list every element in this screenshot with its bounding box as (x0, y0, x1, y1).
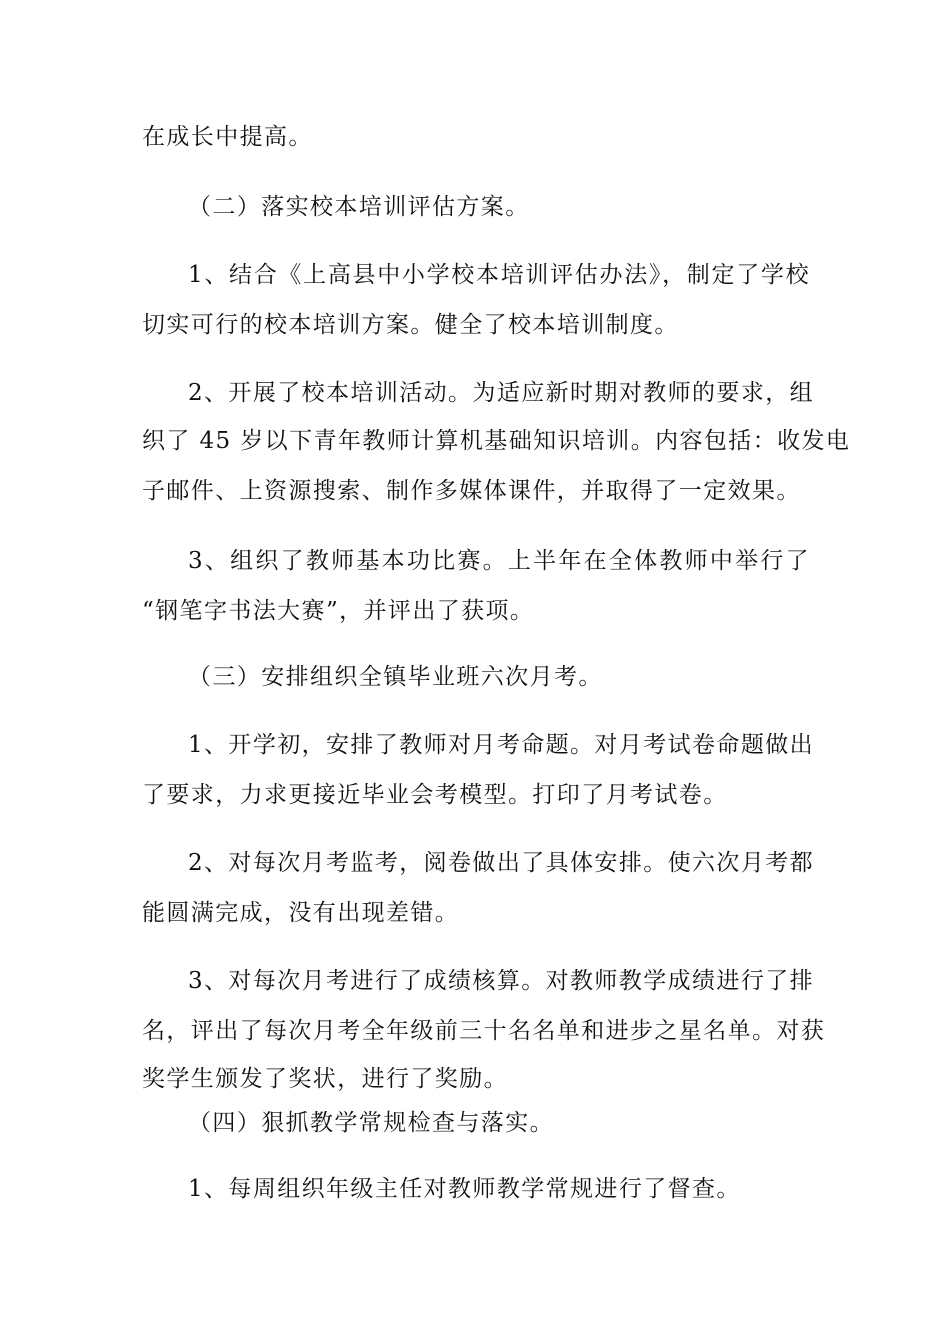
section-heading: （二）落实校本培训评估方案。 (188, 194, 530, 220)
text-line: 子邮件、上资源搜索、制作多媒体课件，并取得了一定效果。 (142, 478, 801, 504)
text-line: 在成长中提高。 (142, 124, 313, 150)
text-line: 2、开展了校本培训活动。为适应新时期对教师的要求，组 (188, 380, 815, 406)
text-line: 2、对每次月考监考，阅卷做出了具体安排。使六次月考都 (188, 850, 815, 876)
text-line: 3、组织了教师基本功比赛。上半年在全体教师中举行了 (188, 548, 810, 574)
text-line: 切实可行的校本培训方案。健全了校本培训制度。 (142, 312, 679, 338)
text-line: 能圆满完成，没有出现差错。 (142, 900, 460, 926)
section-heading: （三）安排组织全镇毕业班六次月考。 (188, 664, 603, 690)
text-line: 3、对每次月考进行了成绩核算。对教师教学成绩进行了排 (188, 968, 815, 994)
text-line: 1、结合《上高县中小学校本培训评估办法》，制定了学校 (188, 262, 810, 288)
text-line: 1、开学初，安排了教师对月考命题。对月考试卷命题做出 (188, 732, 815, 758)
text-line: 奖学生颁发了奖状，进行了奖励。 (142, 1066, 508, 1092)
text-line: 1、每周组织年级主任对教师教学常规进行了督查。 (188, 1176, 741, 1202)
text-line: 了要求，力求更接近毕业会考模型。打印了月考试卷。 (142, 782, 728, 808)
text-line: 名，评出了每次月考全年级前三十名名单和进步之星名单。对获 (142, 1018, 826, 1044)
text-line: “钢笔字书法大赛”，并评出了获项。 (142, 598, 535, 624)
section-heading: （四）狠抓教学常规检查与落实。 (188, 1110, 554, 1136)
text-line: 织了 45 岁以下青年教师计算机基础知识培训。内容包括：收发电 (142, 428, 851, 454)
